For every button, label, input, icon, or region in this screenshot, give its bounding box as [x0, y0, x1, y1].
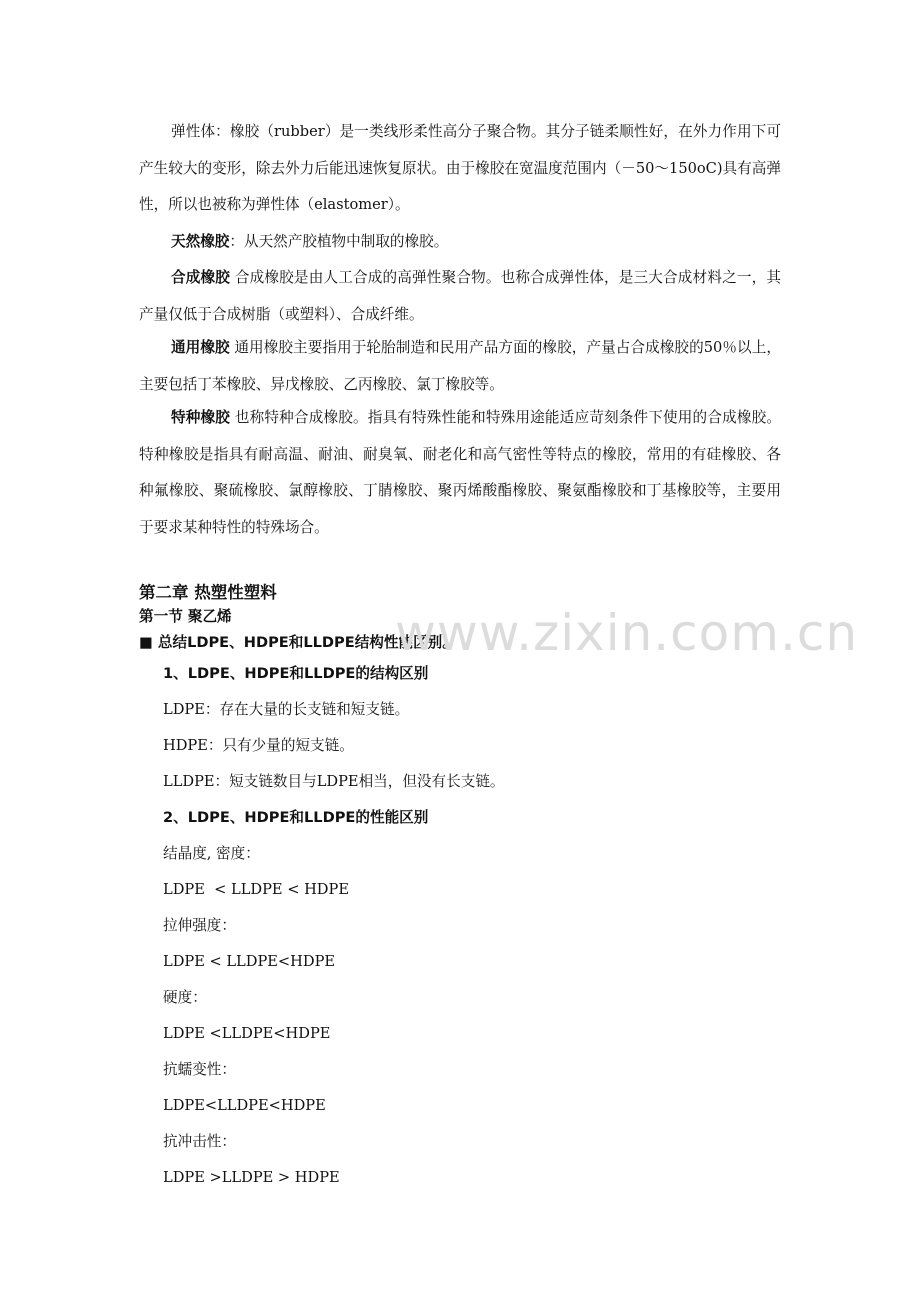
list-item: LDPE<LLDPE<HDPE	[163, 1097, 326, 1114]
definition-synthetic-rubber: 合成橡胶是由人工合成的高弹性聚合物。也称合成弹性体，是三大合成材料之一，其产量仅低于合成树脂（或塑料）、合成纤维。	[139, 269, 781, 323]
paragraph-elastomer: 弹性体：橡胶（rubber）是一类线形柔性高分子聚合物。其分子链柔顺性好，在外力作用下可产生较大的变形，除去外力后能迅速恢复原状。由于橡胶在宽温度范围内（－50～150oC)具有高弹性，所以也被称为弹性体（elastomer）。	[139, 123, 781, 213]
list-item: 抗蠕变性：	[163, 1061, 236, 1078]
term-general-rubber: 通用橡胶	[171, 339, 230, 356]
definition-general-rubber: 通用橡胶主要指用于轮胎制造和民用产品方面的橡胶，产量占合成橡胶的50％以上，主要包括丁苯橡胶、异戊橡胶、乙丙橡胶、氯丁橡胶等。	[139, 339, 781, 393]
list-item: LDPE：存在大量的长支链和短支链。	[163, 701, 410, 718]
list-item: 结晶度, 密度：	[163, 845, 260, 862]
definition-natural-rubber: ：从天然产胶植物中制取的橡胶。	[229, 233, 449, 250]
definition-special-rubber: 也称特种合成橡胶。指具有特殊性能和特殊用途能适应苛刻条件下使用的合成橡胶。特种橡胶是指具有耐高温、耐油、耐臭氧、耐老化和高气密性等特点的橡胶，常用的有硅橡胶、各种氟橡胶、聚硫橡胶、氯醇橡胶、丁腈橡胶、聚丙烯酸酯橡胶、聚氨酯橡胶和丁基橡胶等，主要用于要求某种特性的特殊场合。	[139, 409, 781, 536]
list-item: LDPE <LLDPE<HDPE	[163, 1025, 331, 1042]
paragraph-general-rubber	[139, 330, 781, 403]
section-title: 第一节 聚乙烯	[139, 608, 232, 625]
list-item: LDPE < LLDPE<HDPE	[163, 953, 336, 970]
list-item: 抗冲击性：	[163, 1133, 236, 1150]
list-item: LDPE < LLDPE < HDPE	[163, 881, 349, 898]
subsection-heading: 2、LDPE、HDPE和LLDPE的性能区别	[163, 809, 429, 826]
paragraph-special-rubber	[139, 400, 781, 546]
paragraph-natural-rubber	[139, 224, 781, 261]
term-special-rubber: 特种橡胶	[171, 409, 231, 426]
bullet-heading-text: 总结LDPE、HDPE和LLDPE结构性能区别。	[157, 634, 457, 651]
bullet-square-icon: ■	[139, 634, 153, 651]
list-item: LDPE >LLDPE > HDPE	[163, 1169, 340, 1186]
chapter-title: 第二章 热塑性塑料	[139, 583, 277, 602]
paragraph-synthetic-rubber	[139, 260, 781, 333]
list-item: 硬度：	[163, 989, 207, 1006]
subsection-heading: 1、LDPE、HDPE和LLDPE的结构区别	[163, 665, 429, 682]
watermark: www.zixin.com.cn	[395, 604, 859, 662]
list-item: 拉伸强度：	[163, 917, 236, 934]
list-item: HDPE：只有少量的短支链。	[163, 737, 354, 754]
term-natural-rubber: 天然橡胶	[171, 233, 230, 250]
term-synthetic-rubber: 合成橡胶	[171, 269, 231, 286]
list-item: LLDPE：短支链数目与LDPE相当，但没有长支链。	[163, 773, 505, 790]
